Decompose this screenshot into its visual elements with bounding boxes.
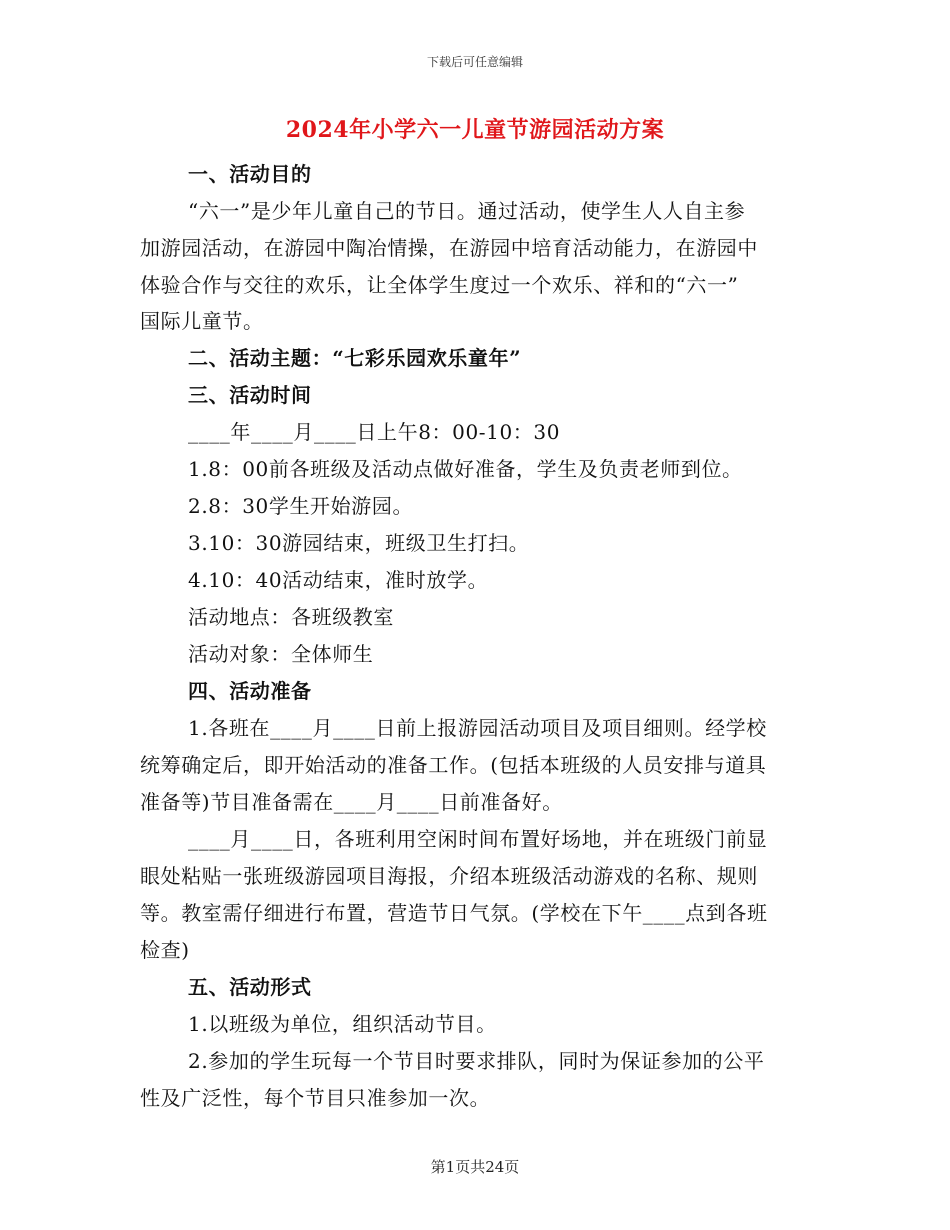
paragraph-line: 体验合作与交往的欢乐，让全体学生度过一个欢乐、祥和的“六一” [140, 273, 739, 297]
paragraph-line: ____月____日，各班利用空闲时间布置好场地，并在班级门前显 [188, 827, 768, 851]
list-item: 2.参加的学生玩每一个节目时要求排队，同时为保证参加的公平 [188, 1049, 765, 1073]
paragraph-line: “六一”是少年儿童自己的节日。通过活动，使学生人人自主参 [188, 199, 746, 223]
section-heading-purpose: 一、活动目的 [188, 162, 312, 186]
list-item: 1.以班级为单位，组织活动节目。 [188, 1012, 497, 1036]
paragraph-line: ____年____月____日上午8：00-10：30 [188, 420, 561, 444]
section-heading-format: 五、活动形式 [188, 975, 312, 999]
document-title: 2024年小学六一儿童节游园活动方案 [285, 117, 665, 143]
paragraph-line: 加游园活动，在游园中陶冶情操，在游园中培育活动能力，在游园中 [140, 236, 758, 260]
paragraph-line: 统筹确定后，即开始活动的准备工作。(包括本班级的人员安排与道具 [140, 753, 767, 777]
paragraph-line: 等。教室需仔细进行布置，营造节日气氛。(学校在下午____点到各班 [140, 901, 768, 925]
page-footer: 第1页共24页 [430, 1158, 520, 1176]
list-item: 3.10：30游园结束，班级卫生打扫。 [188, 531, 530, 555]
paragraph-line: 活动对象：全体师生 [188, 642, 374, 666]
paragraph-line: 活动地点：各班级教室 [188, 605, 394, 629]
paragraph-line: 检查) [140, 938, 190, 962]
list-item: 4.10：40活动结束，准时放学。 [188, 568, 489, 592]
page-header: 下载后可任意编辑 [426, 55, 523, 69]
paragraph-line: 准备等)节目准备需在____月____日前准备好。 [140, 790, 563, 814]
section-heading-time: 三、活动时间 [188, 383, 312, 407]
list-item: 2.8：30学生开始游园。 [188, 494, 414, 518]
paragraph-line: 性及广泛性，每个节目只准参加一次。 [140, 1086, 491, 1110]
section-heading-theme: 二、活动主题：“七彩乐园欢乐童年” [188, 346, 522, 370]
paragraph-line: 1.各班在____月____日前上报游园活动项目及项目细则。经学校 [188, 716, 767, 740]
section-heading-preparation: 四、活动准备 [188, 679, 312, 703]
list-item: 1.8：00前各班级及活动点做好准备，学生及负责老师到位。 [188, 457, 743, 481]
paragraph-line: 国际儿童节。 [140, 309, 264, 333]
paragraph-line: 眼处粘贴一张班级游园项目海报，介绍本班级活动游戏的名称、规则 [140, 864, 758, 888]
